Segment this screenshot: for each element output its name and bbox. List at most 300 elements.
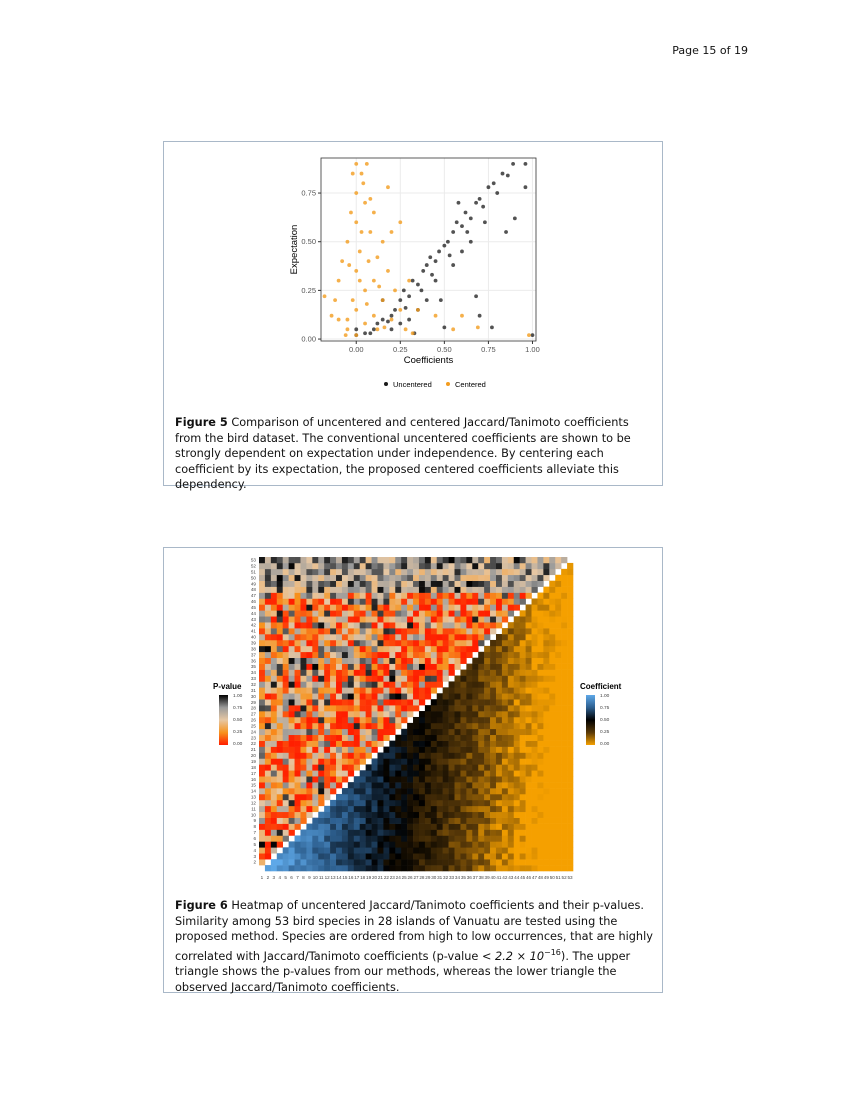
heatmap-cell (330, 699, 336, 705)
data-point-centered (354, 162, 358, 166)
heatmap-cell (449, 847, 455, 853)
heatmap-cell (295, 794, 301, 800)
heatmap-cell (265, 723, 271, 729)
heatmap-cell (425, 569, 431, 575)
heatmap-cell (490, 830, 496, 836)
heatmap-cell (295, 557, 301, 563)
x-tick-label: 52 (561, 875, 567, 880)
heatmap-cell (502, 824, 508, 830)
heatmap-cell (271, 581, 277, 587)
heatmap-cell (300, 782, 306, 788)
heatmap-cell (520, 788, 526, 794)
heatmap-cell (389, 640, 395, 646)
heatmap-cell (330, 764, 336, 770)
heatmap-cell (265, 705, 271, 711)
heatmap-cell (277, 735, 283, 741)
heatmap-cell (395, 788, 401, 794)
heatmap-cell (354, 693, 360, 699)
heatmap-cell (306, 693, 312, 699)
heatmap-cell (383, 735, 389, 741)
heatmap-cell (413, 675, 419, 681)
heatmap-cell (549, 830, 555, 836)
heatmap-cell (532, 830, 538, 836)
heatmap-cell (265, 830, 271, 836)
heatmap-cell (401, 628, 407, 634)
x-tick-label: 5 (284, 875, 287, 880)
x-tick-label: 41 (496, 875, 502, 880)
y-tick-label: 31 (250, 687, 256, 693)
heatmap-cell (443, 664, 449, 670)
heatmap-cell (555, 729, 561, 735)
heatmap-cell (490, 640, 496, 646)
heatmap-cell (514, 735, 520, 741)
heatmap-cell (360, 575, 366, 581)
heatmap-cell (478, 640, 484, 646)
heatmap-cell (466, 800, 472, 806)
heatmap-cell (419, 776, 425, 782)
heatmap-cell (549, 747, 555, 753)
heatmap-cell (360, 593, 366, 599)
data-point-uncentered (524, 185, 528, 189)
heatmap-cell (348, 729, 354, 735)
heatmap-cell (532, 770, 538, 776)
heatmap-cell (537, 604, 543, 610)
heatmap-cell (496, 705, 502, 711)
x-tick-label: 1.00 (525, 345, 540, 354)
heatmap-cell (277, 557, 283, 563)
coefficient-legend-tick: 0.25 (600, 730, 610, 735)
heatmap-cell (401, 859, 407, 865)
heatmap-cell (360, 788, 366, 794)
heatmap-cell (377, 610, 383, 616)
heatmap-cell (377, 723, 383, 729)
heatmap-cell (336, 747, 342, 753)
y-tick-label: 48 (250, 587, 256, 593)
heatmap-cell (532, 581, 538, 587)
heatmap-cell (478, 723, 484, 729)
heatmap-cell (431, 747, 437, 753)
heatmap-cell (348, 824, 354, 830)
heatmap-cell (514, 705, 520, 711)
y-tick-label: 34 (250, 670, 256, 676)
y-tick-label: 49 (250, 581, 256, 587)
heatmap-cell (306, 604, 312, 610)
y-tick-label: 18 (250, 764, 256, 770)
heatmap-cell (265, 675, 271, 681)
heatmap-cell (496, 569, 502, 575)
heatmap-cell (484, 770, 490, 776)
heatmap-cell (502, 628, 508, 634)
heatmap-cell (520, 776, 526, 782)
heatmap-cell (283, 735, 289, 741)
heatmap-cell (502, 729, 508, 735)
heatmap-cell (537, 841, 543, 847)
data-point-uncentered (390, 314, 394, 318)
heatmap-cell (555, 741, 561, 747)
heatmap-cell (283, 794, 289, 800)
heatmap-cell (526, 812, 532, 818)
heatmap-cell (478, 610, 484, 616)
heatmap-cell (413, 806, 419, 812)
heatmap-cell (508, 800, 514, 806)
heatmap-cell (383, 687, 389, 693)
heatmap-cell (460, 723, 466, 729)
heatmap-cell (377, 764, 383, 770)
heatmap-cell (508, 818, 514, 824)
heatmap-cell (455, 658, 461, 664)
heatmap-cell (449, 664, 455, 670)
heatmap-cell (478, 824, 484, 830)
heatmap-cell (490, 705, 496, 711)
heatmap-cell (508, 788, 514, 794)
heatmap-cell (455, 634, 461, 640)
heatmap-cell (478, 681, 484, 687)
heatmap-cell (532, 758, 538, 764)
heatmap-cell (395, 575, 401, 581)
heatmap-cell (366, 557, 372, 563)
heatmap-cell (555, 693, 561, 699)
y-tick-label: 10 (250, 812, 256, 818)
heatmap-cell (389, 723, 395, 729)
heatmap-cell (324, 616, 330, 622)
heatmap-cell (283, 675, 289, 681)
heatmap-cell (342, 758, 348, 764)
heatmap-cell (472, 794, 478, 800)
heatmap-cell (413, 670, 419, 676)
heatmap-cell (496, 658, 502, 664)
heatmap-cell (508, 812, 514, 818)
heatmap-cell (502, 598, 508, 604)
heatmap-cell (395, 824, 401, 830)
heatmap-cell (377, 711, 383, 717)
heatmap-cell (259, 859, 265, 865)
heatmap-cell (401, 747, 407, 753)
heatmap-cell (425, 747, 431, 753)
heatmap-cell (372, 581, 378, 587)
heatmap-cell (532, 812, 538, 818)
page-number: Page 15 of 19 (672, 44, 748, 57)
heatmap-cell (389, 670, 395, 676)
heatmap-cell (478, 604, 484, 610)
data-point-uncentered (420, 288, 424, 292)
heatmap-cell (324, 735, 330, 741)
data-point-uncentered (372, 327, 376, 331)
heatmap-cell (342, 776, 348, 782)
heatmap-cell (354, 610, 360, 616)
heatmap-cell (265, 593, 271, 599)
heatmap-cell (336, 782, 342, 788)
heatmap-cell (472, 646, 478, 652)
heatmap-cell (348, 705, 354, 711)
heatmap-cell (342, 788, 348, 794)
heatmap-cell (372, 859, 378, 865)
heatmap-cell (508, 670, 514, 676)
heatmap-cell (295, 563, 301, 569)
heatmap-cell (413, 563, 419, 569)
heatmap-cell (419, 723, 425, 729)
heatmap-cell (407, 593, 413, 599)
heatmap-cell (561, 723, 567, 729)
heatmap-cell (360, 622, 366, 628)
heatmap-cell (318, 670, 324, 676)
heatmap-cell (526, 753, 532, 759)
heatmap-cell (455, 646, 461, 652)
heatmap-cell (514, 557, 520, 563)
heatmap-cell (336, 675, 342, 681)
heatmap-cell (561, 847, 567, 853)
heatmap-cell (514, 670, 520, 676)
heatmap-cell (443, 628, 449, 634)
heatmap-cell (342, 699, 348, 705)
heatmap-cell (466, 640, 472, 646)
heatmap-cell (318, 841, 324, 847)
heatmap-cell (549, 812, 555, 818)
heatmap-cell (431, 628, 437, 634)
heatmap-cell (348, 865, 354, 871)
heatmap-cell (532, 681, 538, 687)
heatmap-cell (555, 758, 561, 764)
y-tick-label: 33 (250, 676, 256, 682)
heatmap-cell (372, 824, 378, 830)
heatmap-cell (360, 616, 366, 622)
heatmap-cell (289, 563, 295, 569)
coefficient-legend-tick: 0.75 (600, 706, 610, 711)
heatmap-cell (537, 563, 543, 569)
heatmap-cell (354, 835, 360, 841)
heatmap-cell (336, 824, 342, 830)
heatmap-cell (419, 563, 425, 569)
heatmap-cell (443, 569, 449, 575)
heatmap-cell (342, 824, 348, 830)
heatmap-cell (283, 753, 289, 759)
heatmap-cell (532, 670, 538, 676)
heatmap-cell (425, 675, 431, 681)
heatmap-cell (395, 563, 401, 569)
heatmap-cell (366, 693, 372, 699)
heatmap-cell (407, 699, 413, 705)
heatmap-cell (443, 652, 449, 658)
heatmap-cell (472, 770, 478, 776)
heatmap-cell (425, 794, 431, 800)
heatmap-cell (372, 853, 378, 859)
heatmap-cell (496, 741, 502, 747)
heatmap-cell (377, 782, 383, 788)
heatmap-cell (318, 764, 324, 770)
heatmap-cell (514, 569, 520, 575)
heatmap-cell (271, 800, 277, 806)
heatmap-cell (401, 646, 407, 652)
heatmap-cell (460, 604, 466, 610)
heatmap-cell (354, 806, 360, 812)
heatmap-cell (265, 835, 271, 841)
heatmap-cell (455, 593, 461, 599)
heatmap-cell (431, 687, 437, 693)
heatmap-cell (543, 717, 549, 723)
heatmap-cell (537, 812, 543, 818)
heatmap-cell (431, 563, 437, 569)
heatmap-cell (532, 865, 538, 871)
heatmap-cell (520, 770, 526, 776)
heatmap-cell (478, 717, 484, 723)
heatmap-cell (449, 753, 455, 759)
heatmap-cell (425, 593, 431, 599)
heatmap-cell (295, 806, 301, 812)
heatmap-cell (271, 770, 277, 776)
heatmap-cell (496, 865, 502, 871)
heatmap-cell (407, 753, 413, 759)
heatmap-cell (514, 687, 520, 693)
heatmap-cell (514, 794, 520, 800)
heatmap-cell (537, 693, 543, 699)
x-tick-label: 0.25 (392, 345, 408, 354)
heatmap-cell (295, 835, 301, 841)
heatmap-cell (532, 782, 538, 788)
heatmap-cell (496, 587, 502, 593)
heatmap-cell (478, 693, 484, 699)
heatmap-cell (318, 640, 324, 646)
heatmap-cell (283, 664, 289, 670)
heatmap-cell (472, 687, 478, 693)
heatmap-cell (514, 681, 520, 687)
heatmap-cell (549, 753, 555, 759)
heatmap-cell (543, 794, 549, 800)
heatmap-cell (360, 640, 366, 646)
heatmap-cell (555, 812, 561, 818)
data-point-uncentered (442, 244, 446, 248)
heatmap-cell (348, 830, 354, 836)
heatmap-cell (306, 847, 312, 853)
heatmap-cell (289, 616, 295, 622)
heatmap-cell (543, 806, 549, 812)
heatmap-cell (460, 705, 466, 711)
heatmap-cell (472, 705, 478, 711)
heatmap-cell (419, 717, 425, 723)
heatmap-cell (484, 753, 490, 759)
heatmap-cell (449, 723, 455, 729)
heatmap-cell (366, 646, 372, 652)
heatmap-cell (555, 830, 561, 836)
heatmap-cell (425, 764, 431, 770)
heatmap-cell (372, 800, 378, 806)
heatmap-cell (259, 628, 265, 634)
heatmap-cell (555, 705, 561, 711)
heatmap-cell (372, 758, 378, 764)
heatmap-cell (354, 788, 360, 794)
heatmap-cell (318, 634, 324, 640)
heatmap-cell (549, 717, 555, 723)
heatmap-cell (377, 753, 383, 759)
heatmap-cell (567, 853, 573, 859)
heatmap-cell (354, 563, 360, 569)
heatmap-cell (543, 741, 549, 747)
heatmap-cell (561, 693, 567, 699)
heatmap-cell (295, 758, 301, 764)
heatmap-cell (289, 628, 295, 634)
heatmap-cell (360, 670, 366, 676)
heatmap-cell (277, 699, 283, 705)
heatmap-cell (289, 699, 295, 705)
heatmap-cell (336, 847, 342, 853)
heatmap-cell (324, 557, 330, 563)
heatmap-cell (354, 818, 360, 824)
heatmap-cell (389, 747, 395, 753)
heatmap-cell (306, 835, 312, 841)
y-tick-label: 3 (253, 853, 256, 859)
heatmap-cell (389, 681, 395, 687)
heatmap-cell (377, 634, 383, 640)
heatmap-cell (324, 729, 330, 735)
data-point-uncentered (451, 263, 455, 267)
heatmap-cell (271, 569, 277, 575)
heatmap-cell (407, 658, 413, 664)
heatmap-cell (532, 747, 538, 753)
heatmap-cell (549, 764, 555, 770)
heatmap-cell (289, 853, 295, 859)
heatmap-cell (437, 628, 443, 634)
heatmap-cell (354, 557, 360, 563)
heatmap-cell (508, 764, 514, 770)
heatmap-cell (478, 616, 484, 622)
heatmap-cell (354, 747, 360, 753)
heatmap-cell (289, 652, 295, 658)
heatmap-cell (395, 664, 401, 670)
heatmap-cell (330, 741, 336, 747)
heatmap-cell (520, 794, 526, 800)
heatmap-cell (336, 622, 342, 628)
pvalue-legend-tick: 0.75 (233, 706, 243, 711)
heatmap-cell (289, 557, 295, 563)
heatmap-cell (425, 581, 431, 587)
x-tick-label: 22 (383, 875, 389, 880)
heatmap-cell (567, 835, 573, 841)
heatmap-cell (526, 622, 532, 628)
heatmap-cell (395, 705, 401, 711)
heatmap-cell (401, 717, 407, 723)
heatmap-cell (271, 616, 277, 622)
heatmap-cell (520, 681, 526, 687)
heatmap-cell (455, 616, 461, 622)
heatmap-cell (555, 557, 561, 563)
heatmap-cell (318, 646, 324, 652)
heatmap-cell (330, 853, 336, 859)
heatmap-cell (354, 753, 360, 759)
coefficient-legend-tick: 0.00 (600, 742, 610, 747)
heatmap-cell (484, 800, 490, 806)
heatmap-cell (306, 593, 312, 599)
heatmap-cell (455, 610, 461, 616)
heatmap-cell (383, 681, 389, 687)
heatmap-cell (295, 687, 301, 693)
heatmap-cell (567, 622, 573, 628)
heatmap-cell (425, 758, 431, 764)
heatmap-cell (330, 598, 336, 604)
heatmap-cell (271, 640, 277, 646)
heatmap-cell (300, 693, 306, 699)
heatmap-cell (377, 824, 383, 830)
heatmap-cell (502, 604, 508, 610)
heatmap-cell (265, 847, 271, 853)
heatmap-cell (455, 830, 461, 836)
heatmap-cell (389, 711, 395, 717)
heatmap-cell (449, 598, 455, 604)
heatmap-cell (407, 794, 413, 800)
heatmap-cell (561, 806, 567, 812)
heatmap-cell (283, 729, 289, 735)
heatmap-cell (407, 770, 413, 776)
heatmap-cell (466, 587, 472, 593)
heatmap-cell (324, 640, 330, 646)
heatmap-cell (300, 753, 306, 759)
